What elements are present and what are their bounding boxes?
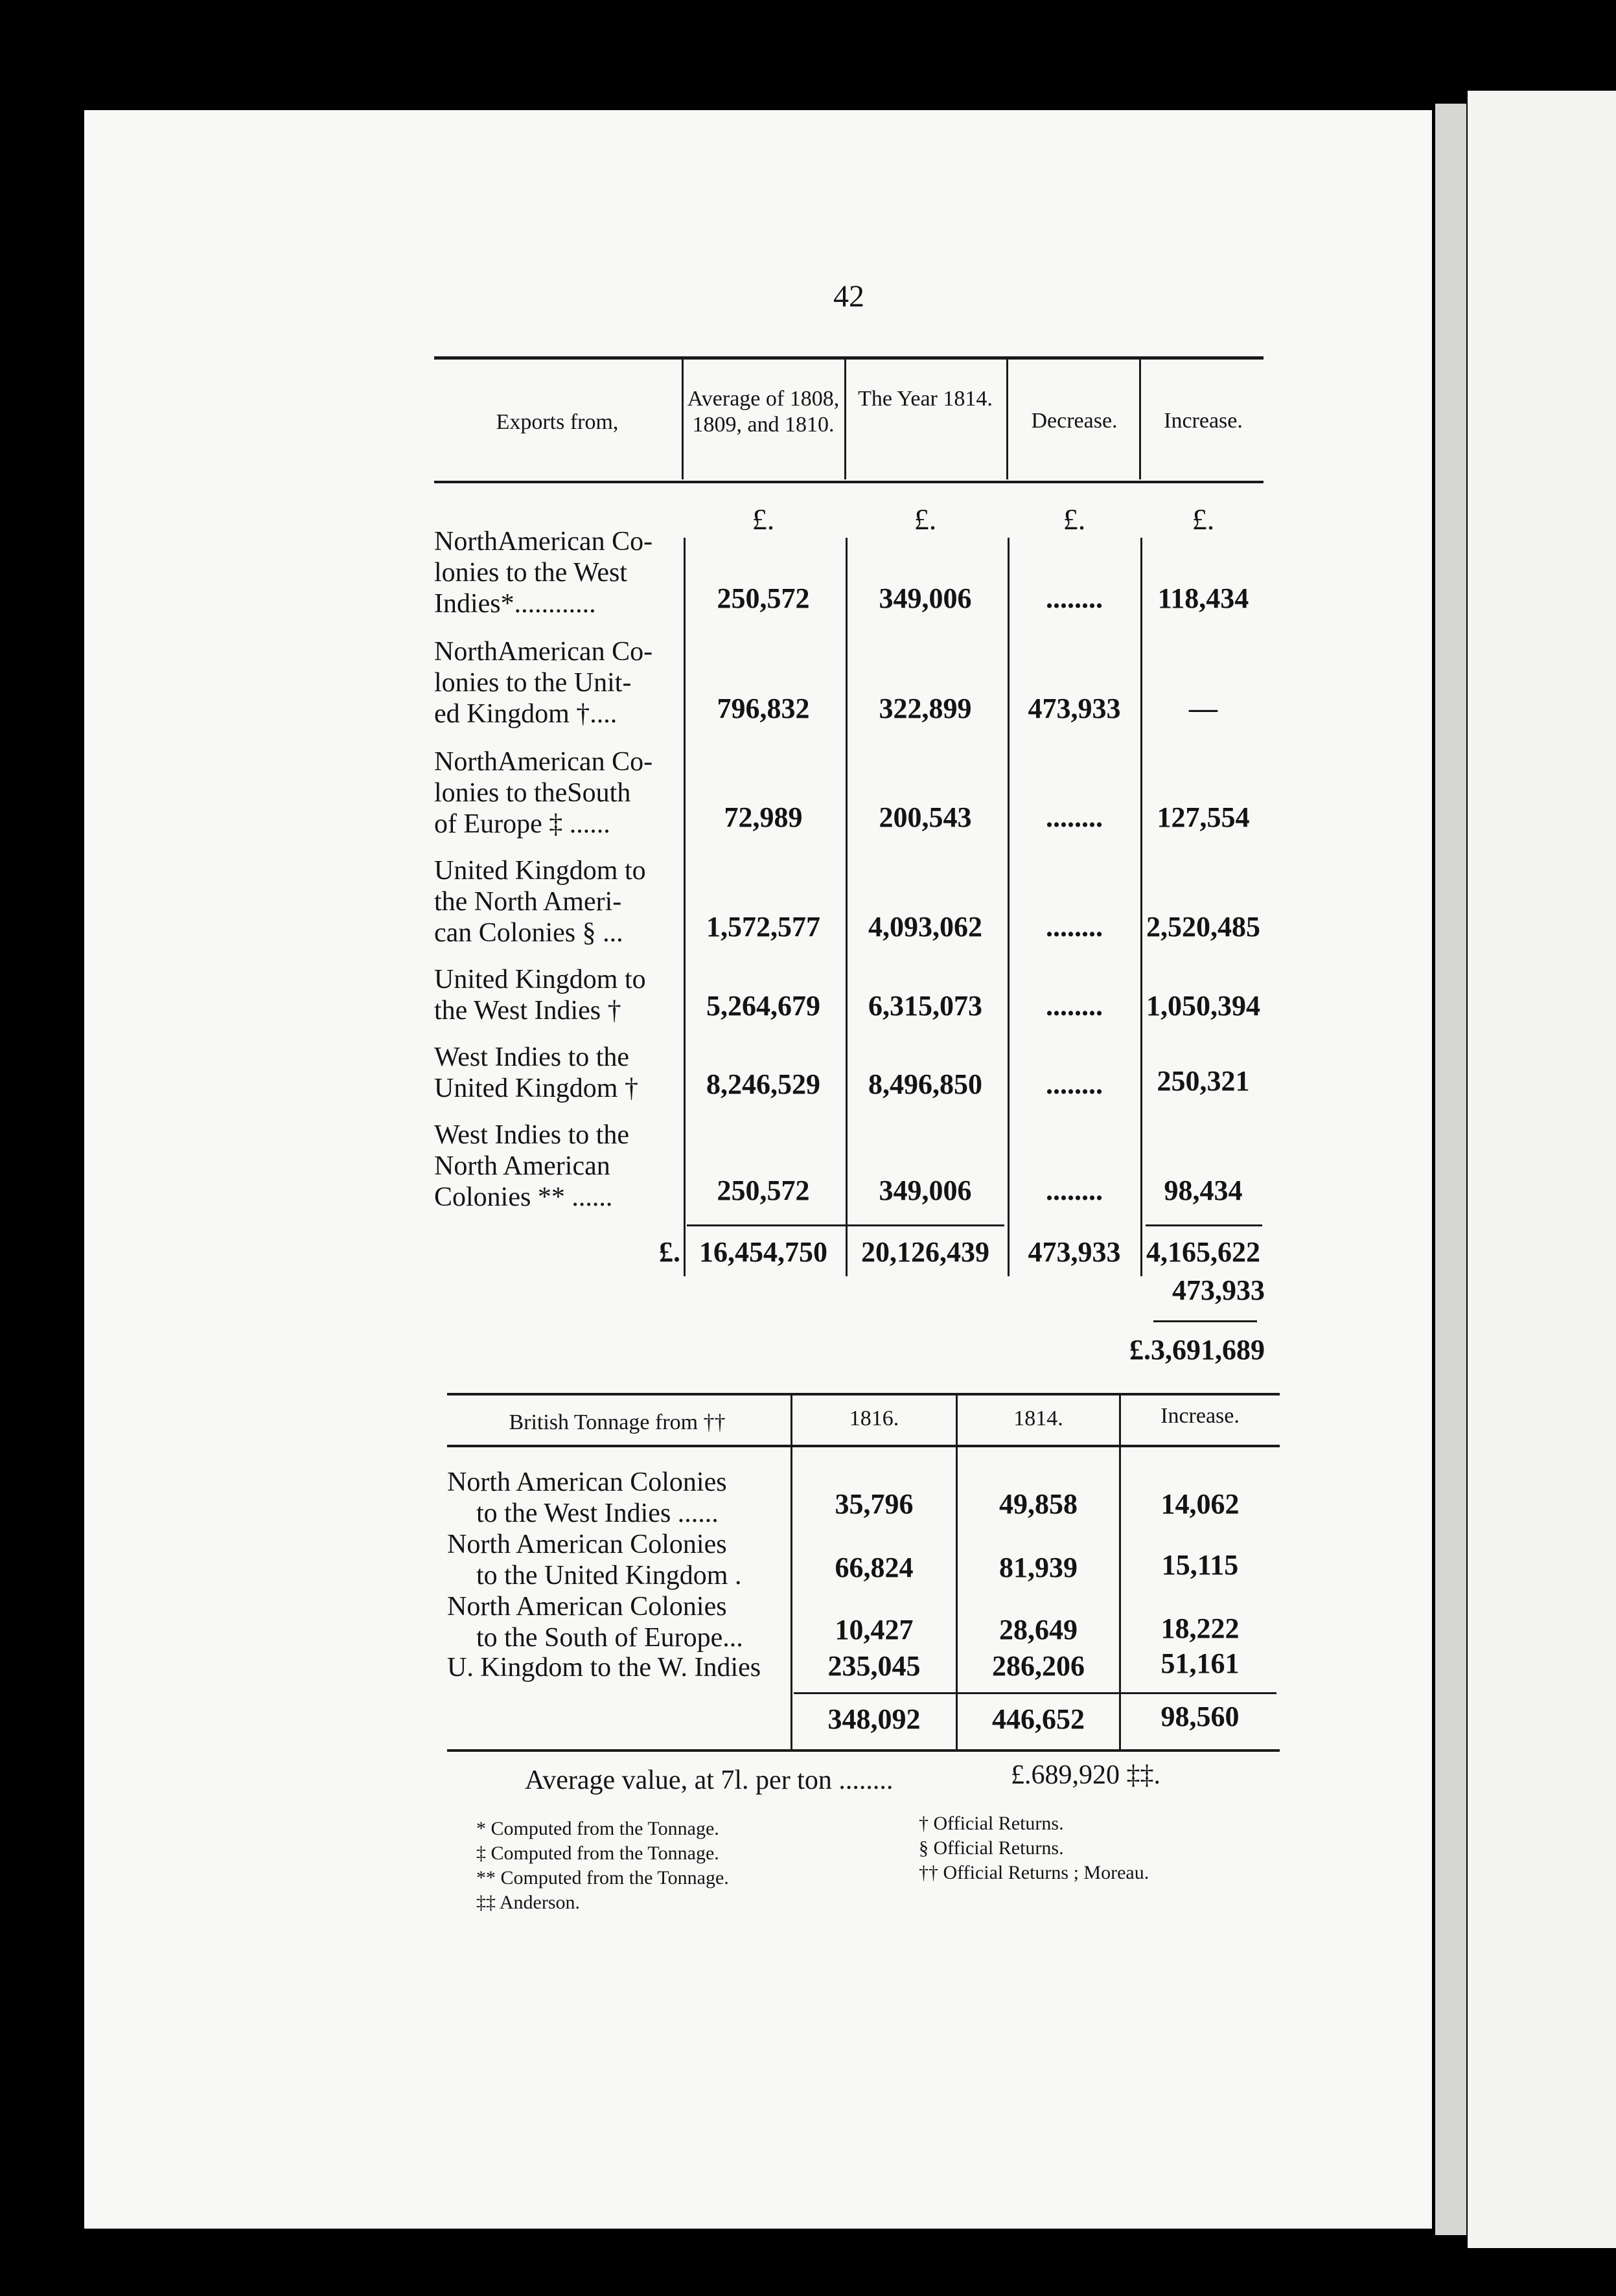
sum-rule (794, 1692, 1276, 1694)
table2-bottom-rule (447, 1749, 1280, 1752)
footnotes-right: † Official Returns. § Official Returns. †† Official Returns ; Moreau. (919, 1813, 1149, 1883)
cell-1814: 28,649 (999, 1614, 1078, 1646)
cell-average: 5,264,679 (706, 990, 820, 1022)
header-year-1814: The Year 1814. (858, 387, 993, 411)
facing-page (1468, 91, 1616, 2248)
col-divider (1140, 538, 1142, 1276)
cell-year-1814: 6,315,073 (868, 990, 982, 1022)
average-value-text: Average value, at 7l. per ton ........ (525, 1765, 894, 1795)
cell-increase: 14,062 (1160, 1488, 1240, 1520)
header-1816: 1816. (849, 1406, 899, 1430)
currency-symbol: £. (1192, 503, 1215, 536)
header-increase: Increase. (1160, 1404, 1240, 1428)
cell-increase: 2,520,485 (1146, 911, 1260, 943)
header-increase: Increase. (1164, 409, 1243, 433)
cell-decrease: ........ (1046, 1068, 1103, 1100)
cell-year-1814: 200,543 (879, 801, 972, 833)
cell-average: 796,832 (717, 693, 810, 724)
cell-year-1814: 322,899 (879, 693, 972, 724)
cell-decrease: ........ (1046, 582, 1103, 614)
row-label: North American Colonies to the United Kingdom . (447, 1530, 742, 1590)
table2-top-rule (447, 1393, 1280, 1395)
total-increase: 98,560 (1160, 1701, 1240, 1732)
cell-year-1814: 4,093,062 (868, 911, 982, 943)
cell-decrease: 473,933 (1028, 693, 1121, 724)
cell-increase: 127,554 (1157, 801, 1250, 833)
col-divider (1008, 538, 1010, 1276)
cell-increase: 18,222 (1160, 1613, 1240, 1644)
total-average: 16,454,750 (699, 1236, 827, 1268)
cell-average: 250,572 (717, 1175, 810, 1206)
cell-1816: 35,796 (835, 1488, 914, 1520)
header-decrease: Decrease. (1031, 409, 1118, 433)
row-label: North American Colonies to the West Indies ...... (447, 1467, 727, 1528)
total-decrease: 473,933 (1028, 1236, 1121, 1268)
row-label: United Kingdom to the West Indies † (434, 965, 646, 1026)
sum-rule (1146, 1224, 1262, 1226)
sum-rule (687, 1224, 1004, 1226)
col-divider (684, 538, 686, 1276)
cell-increase: 98,434 (1164, 1175, 1243, 1206)
cell-average: 1,572,577 (706, 911, 820, 943)
cell-increase: 250,321 (1157, 1065, 1250, 1097)
less-decrease: 473,933 (1172, 1274, 1265, 1306)
cell-increase: 51,161 (1160, 1647, 1240, 1679)
page-number: 42 (833, 279, 864, 314)
currency-symbol: £. (1063, 503, 1086, 536)
cell-average: 250,572 (717, 582, 810, 614)
row-label: United Kingdom to the North Ameri- can Colonies § ... (434, 856, 646, 948)
header-1814: 1814. (1013, 1406, 1063, 1430)
row-label: West Indies to the North American Colonies ** ...... (434, 1120, 630, 1212)
header-bottom-rule (447, 1445, 1280, 1447)
col-divider (1006, 356, 1008, 479)
col-divider (844, 356, 846, 479)
cell-increase: 15,115 (1161, 1549, 1239, 1581)
total-increase: 4,165,622 (1146, 1236, 1260, 1268)
cell-year-1814: 8,496,850 (868, 1068, 982, 1100)
cell-average: 72,989 (724, 801, 803, 833)
cell-1816: 235,045 (827, 1650, 921, 1682)
average-value-amount: £.689,920 ‡‡. (1011, 1760, 1160, 1790)
col-divider (846, 538, 848, 1276)
row-label: NorthAmerican Co- lonies to the Unit- ed Kingdom †.... (434, 637, 653, 729)
total-1814: 446,652 (992, 1703, 1085, 1735)
header-bottom-rule (434, 481, 1264, 483)
footnotes-left: * Computed from the Tonnage. ‡ Computed from the Tonnage. ** Computed from the Tonnage. ‡‡ Anderson. (476, 1818, 729, 1913)
cell-1814: 286,206 (992, 1650, 1085, 1682)
row-label: U. Kingdom to the W. Indies (447, 1653, 761, 1682)
cell-decrease: ........ (1046, 1175, 1103, 1206)
currency-symbol: £. (914, 503, 937, 536)
row-label: NorthAmerican Co- lonies to theSouth of Europe ‡ ...... (434, 747, 653, 839)
col-divider (1139, 356, 1141, 479)
cell-decrease: ........ (1046, 801, 1103, 833)
total-1816: 348,092 (827, 1703, 921, 1735)
col-divider (682, 356, 684, 479)
page-edge (1435, 104, 1466, 2235)
currency-symbol: £. (752, 503, 775, 536)
row-label: West Indies to the United Kingdom † (434, 1042, 638, 1103)
cell-decrease: ........ (1046, 990, 1103, 1022)
cell-year-1814: 349,006 (879, 1175, 972, 1206)
total-year-1814: 20,126,439 (861, 1236, 989, 1268)
cell-decrease: ........ (1046, 911, 1103, 943)
cell-1814: 81,939 (999, 1552, 1078, 1583)
cell-increase: 118,434 (1157, 582, 1249, 614)
row-label: North American Colonies to the South of Europe... (447, 1592, 743, 1653)
cell-increase: 1,050,394 (1146, 990, 1260, 1022)
header-tonnage: British Tonnage from †† (509, 1410, 726, 1434)
cell-increase: — (1189, 693, 1218, 724)
net-increase: £.3,691,689 (1129, 1334, 1265, 1366)
cell-1814: 49,858 (999, 1488, 1078, 1520)
cell-year-1814: 349,006 (879, 582, 972, 614)
row-label: NorthAmerican Co- lonies to the West Indies*............ (434, 527, 653, 619)
net-rule (1153, 1320, 1257, 1322)
header-average: Average of 1808, 1809, and 1810. (687, 387, 840, 437)
cell-1816: 66,824 (835, 1552, 914, 1583)
cell-average: 8,246,529 (706, 1068, 820, 1100)
header-exports-from: Exports from, (496, 410, 619, 434)
total-currency: £. (659, 1236, 680, 1268)
cell-1816: 10,427 (835, 1614, 914, 1646)
